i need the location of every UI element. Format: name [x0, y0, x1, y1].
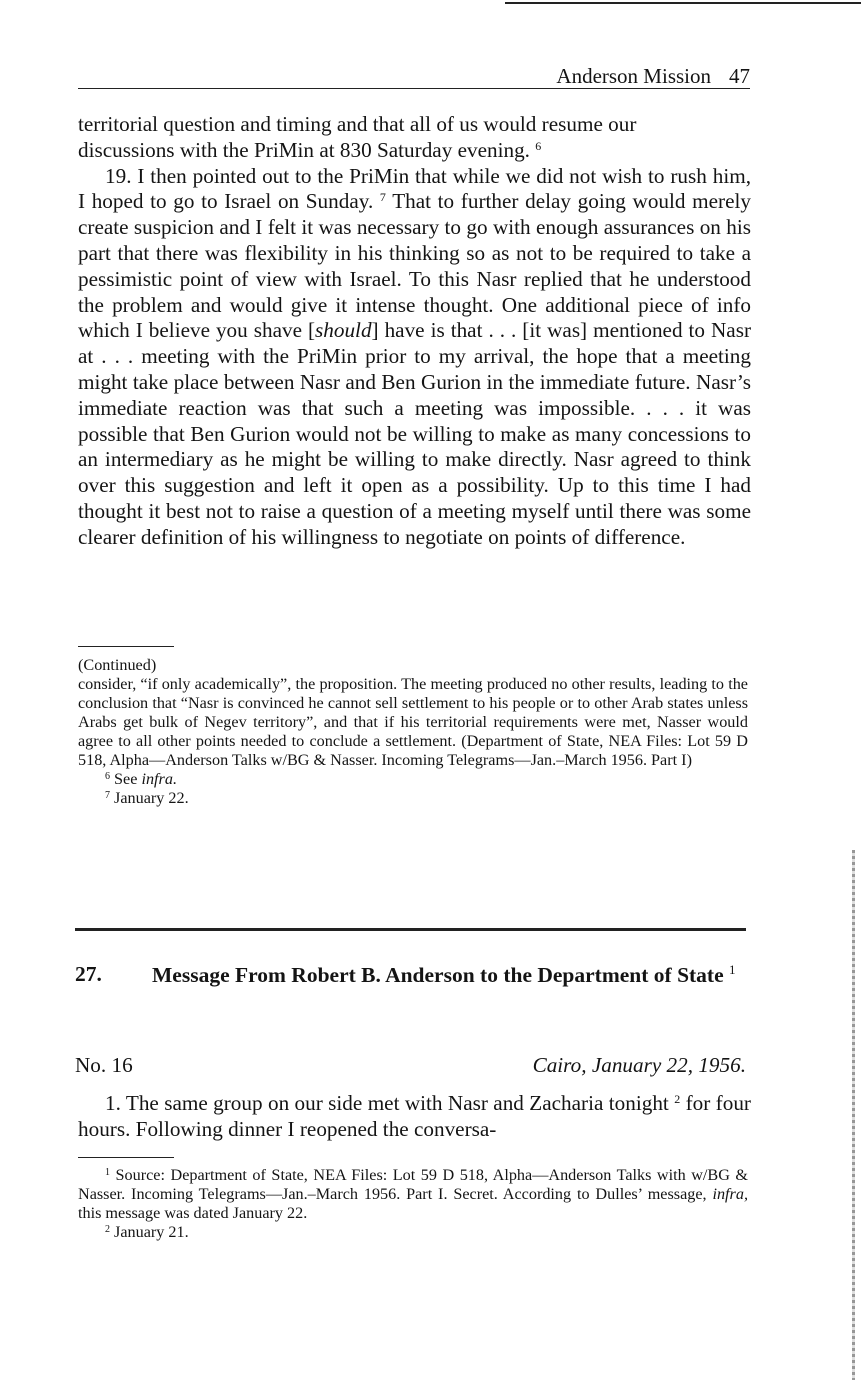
footnote-6: $^6$ See infra. — [105, 770, 177, 788]
section-divider — [75, 928, 746, 931]
document-number: 27. — [75, 962, 102, 986]
footnote-2: $^2$ January 21. — [105, 1223, 189, 1241]
should-correction: should — [315, 318, 372, 343]
footnote-ref-2: 2 — [674, 1092, 681, 1106]
top-edge-rule — [505, 2, 861, 4]
running-header — [78, 64, 750, 89]
paragraph-19: 19. I then pointed out to the PriMin that while we did not wish to rush him, I hoped to go to Israel on Sunday. $^7$ That to further delay going would merely create suspicion and I felt it was necessary to go with enough assurances on his part that there was flexibility in his thinking so as not to be required to take a pessimistic point of view with Israel. To this Nasr replied that he understood the problem and would give it intense thought. One additional piece of info which I believe you shave [should] have is that . . . [it was] mentioned to Nasr at . . . meeting with the PriMin prior to my arrival, the hope that a meeting might take place between Nasr and Ben Gurion in the immediate future. Nasr’s immediate reaction was that such a meeting was impossible. . . . it was possible that Ben Gurion would not be willing to make as many concessions to an intermediary as he might be willing to make directly. Nasr agreed to think over this suggestion and left it open as a possibility. Up to this time I had thought it best not to raise a question of a meeting myself until there was some clearer definition of his willingness to negotiate on points of difference. — [78, 163, 751, 549]
footnote-ref-7: 7 — [379, 190, 386, 205]
footnote-7: $^7$ January 22. — [105, 789, 189, 807]
footnote-divider-bottom — [78, 1157, 174, 1158]
continued-footnote-text: consider, “if only academically”, the proposition. The meeting produced no other results, leading to the conclusion that “Nasr is convinced he cannot sell settlement to his people or to other Arab states unless Arabs get bulk of Negev territory”, and that if his territorial requirements were met, Nasser would agree to all other points needed to conclude a settlement. (Department of State, NEA Files: Lot 59 D 518, Alpha—Anderson Talks w/BG & Nasser. Incoming Telegrams—Jan.–March 1956. Part I) — [78, 675, 748, 769]
continued-label: (Continued) — [78, 656, 157, 674]
footnote-ref-6: 6 — [535, 138, 542, 153]
document-title: Message From Robert B. Anderson to the Department of State $^1$ — [152, 962, 736, 987]
place-date: Cairo, January 22, 1956. — [532, 1053, 746, 1077]
title-footnote-ref: 1 — [729, 962, 736, 977]
continued-paragraph — [78, 112, 751, 551]
scan-edge-shadow — [852, 850, 855, 1380]
message-number: No. 16 — [75, 1053, 133, 1077]
footnote-divider — [78, 646, 174, 647]
footnotes-bottom — [78, 1166, 748, 1242]
paragraph-1: 1. The same group on our side met with Nasr and Zacharia tonight $^2$ for four hours. Following dinner I reopened the conversa- — [78, 1091, 751, 1141]
page-number: 47 — [729, 64, 750, 88]
running-title: Anderson Mission — [556, 64, 711, 88]
footnote-1: $^1$ Source: Department of State, NEA Files: Lot 59 D 518, Alpha—Anderson Talks with w/BG & Nasser. Incoming Telegrams—Jan.–March 1956. Part I. Secret. According to Dulles’ message, infra, this message was dated January 22. — [78, 1166, 749, 1222]
continued-line-1: territorial question and timing and that all of us would resume our — [78, 112, 637, 136]
continued-line-2: discussions with the PriMin at 830 Saturday evening. — [78, 137, 530, 162]
footnotes-top — [78, 656, 748, 808]
